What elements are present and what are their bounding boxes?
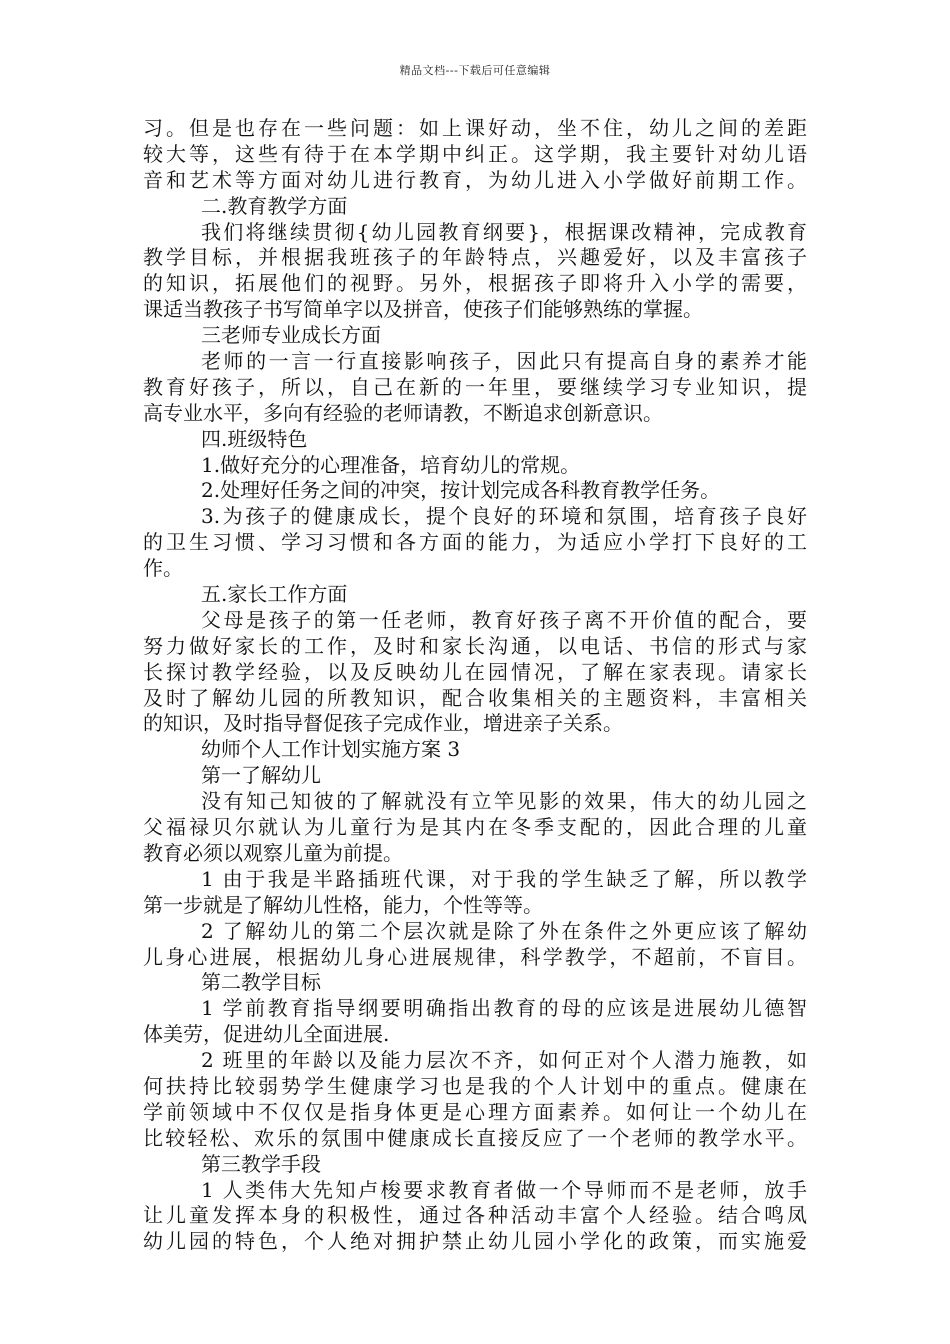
text-line: 比较轻松、欢乐的氛围中健康成长直接反应了一个老师的教学水平。 [143,1125,807,1150]
text-line: 习。但是也存在一些问题：如上课好动，坐不住，幼儿之间的差距 [143,116,807,140]
text-line: 我们将继续贯彻{幼儿园教育纲要}，根据课改精神，完成教育 [201,219,807,244]
text-line: 五.家长工作方面 [201,582,348,607]
text-line: 高专业水平，多向有经验的老师请教，不断追求创新意识。 [143,400,663,425]
text-line: 教育好孩子，所以，自己在新的一年里，要继续学习专业知识，提 [143,374,807,399]
text-line: 的卫生习惯、学习习惯和各方面的能力，为适应小学打下良好的工 [143,530,807,555]
text-line: 课适当教孩子书写简单字以及拼音，使孩子们能够熟练的掌握。 [143,297,703,322]
text-line: 的知识，拓展他们的视野。另外，根据孩子即将升入小学的需要， [143,271,807,296]
text-line: 音和艺术等方面对幼儿进行教育，为幼儿进入小学做好前期工作。 [143,167,807,192]
text-line: 幼儿园的特色，个人绝对拥护禁止幼儿园小学化的政策，而实施爱 [143,1229,807,1254]
document-body [143,116,807,1255]
text-line: 1 由于我是半路插班代课，对于我的学生缺乏了解，所以教学 [201,866,807,891]
text-line: 何扶持比较弱势学生健康学习也是我的个人计划中的重点。健康在 [143,1073,807,1098]
text-line: 教学目标，并根据我班孩子的年龄特点，兴趣爱好，以及丰富孩子 [143,245,807,270]
text-line: 四.班级特色 [201,426,308,451]
text-line: 第二教学目标 [201,970,321,995]
text-line: 努力做好家长的工作，及时和家长沟通，以电话、书信的形式与家 [143,633,807,658]
text-line: 二.教育教学方面 [201,193,348,218]
text-line: 第一步就是了解幼儿性格，能力，个性等等。 [143,892,543,917]
text-line: 第三教学手段 [201,1151,321,1176]
text-line: 长探讨教学经验，以及反映幼儿在园情况，了解在家表现。请家长 [143,659,807,684]
text-line: 第一了解幼儿 [201,763,321,788]
text-line: 及时了解幼儿园的所教知识，配合收集相关的主题资料，丰富相关 [143,685,807,710]
text-line: 幼师个人工作计划实施方案 3 [201,737,461,762]
text-line: 父母是孩子的第一任老师，教育好孩子离不开价值的配合，要 [201,607,807,632]
text-line: 没有知己知彼的了解就没有立竿见影的效果，伟大的幼儿园之 [201,789,807,814]
page-header: 精品文档---下载后可任意编辑 [399,64,551,77]
text-line: 体美劳，促进幼儿全面进展. [143,1022,390,1047]
text-line: 3.为孩子的健康成长，提个良好的环境和氛围，培育孩子良好 [201,504,807,529]
text-line: 1 人类伟大先知卢梭要求教育者做一个导师而不是老师，放手 [201,1177,807,1202]
text-line: 的知识，及时指导督促孩子完成作业，增进亲子关系。 [143,711,623,736]
text-line: 让儿童发挥本身的积极性，通过各种活动丰富个人经验。结合鸣凤 [143,1203,807,1228]
text-line: 1 学前教育指导纲要明确指出教育的母的应该是进展幼儿德智 [201,996,807,1021]
text-line: 2 班里的年龄以及能力层次不齐，如何正对个人潜力施教，如 [201,1048,807,1073]
text-line: 儿身心进展，根据幼儿身心进展规律，科学教学，不超前，不盲目。 [143,944,807,969]
text-line: 学前领域中不仅仅是指身体更是心理方面素养。如何让一个幼儿在 [143,1099,807,1124]
text-line: 三老师专业成长方面 [201,323,381,348]
text-line: 父福禄贝尔就认为儿童行为是其内在冬季支配的，因此合理的儿童 [143,815,807,840]
text-line: 教育必须以观察儿童为前提。 [143,840,403,865]
text-line: 2 了解幼儿的第二个层次就是除了外在条件之外更应该了解幼 [201,918,807,943]
text-line: 老师的一言一行直接影响孩子，因此只有提高自身的素养才能 [201,349,807,374]
text-line: 1.做好充分的心理准备，培育幼儿的常规。 [201,452,581,477]
text-line: 作。 [143,556,183,581]
text-line: 较大等，这些有待于在本学期中纠正。这学期，我主要针对幼儿语 [143,141,807,166]
text-line: 2.处理好任务之间的冲突，按计划完成各科教育教学任务。 [201,478,721,503]
